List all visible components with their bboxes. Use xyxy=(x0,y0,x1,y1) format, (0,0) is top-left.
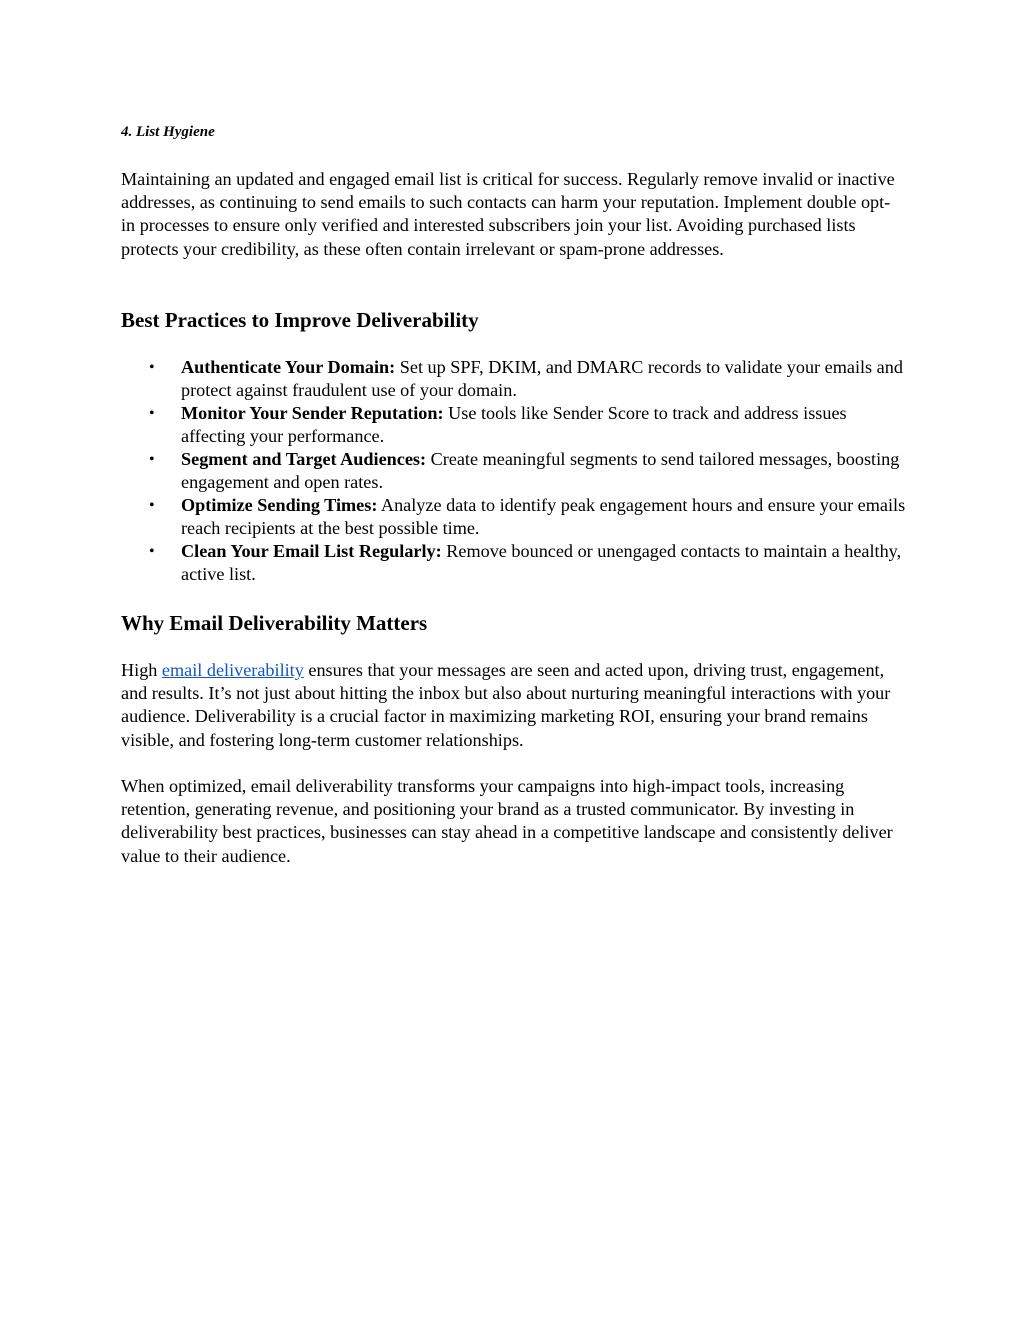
list-item xyxy=(121,356,911,402)
best-practices-list xyxy=(121,356,911,586)
list-item-title: Authenticate Your Domain: xyxy=(181,357,396,377)
list-item xyxy=(121,402,911,448)
list-item xyxy=(121,494,911,540)
section-heading-list-hygiene: 4. List Hygiene xyxy=(121,124,215,140)
best-practices-heading: Best Practices to Improve Deliverability xyxy=(121,308,479,332)
why-deliverability-heading: Why Email Deliverability Matters xyxy=(121,611,428,635)
paragraph-text-after-link: ensures that your messages are seen and acted upon, driving trust, engagement, and results. It’s not just about hitting the inbox but also about nurturing meaningful interactions with your audience. Deliverability is a crucial factor in maximizing marketing ROI, ensuring your brand remains visible, and fostering long-term customer relationships. xyxy=(121,660,891,750)
email-deliverability-link[interactable]: email deliverability xyxy=(161,660,304,680)
list-item-title: Optimize Sending Times: xyxy=(181,495,378,515)
list-hygiene-paragraph: Maintaining an updated and engaged email list is critical for success. Regularly remove invalid or inactive addresses, as continuing to send emails to such contacts can harm your reputation. Implement double opt-in processes to ensure only verified and interested subscribers join your list. Avoiding purchased lists protects your credibility, as these often contain irrelevant or spam-prone addresses. xyxy=(121,169,895,259)
bullet-icon: • xyxy=(149,405,155,422)
list-item-title: Monitor Your Sender Reputation: xyxy=(181,403,444,423)
list-item-title: Clean Your Email List Regularly: xyxy=(181,541,442,561)
list-item-text: Create meaningful segments to send tailored messages, boosting engagement and open rates. xyxy=(181,449,900,492)
paragraph-text-before-link: High xyxy=(121,660,162,680)
list-item-title: Segment and Target Audiences: xyxy=(181,449,427,469)
list-item-text: Set up SPF, DKIM, and DMARC records to validate your emails and protect against fraudulent use of your domain. xyxy=(181,357,903,400)
bullet-icon: • xyxy=(149,359,155,376)
optimized-deliverability-paragraph: When optimized, email deliverability transforms your campaigns into high-impact tools, increasing retention, generating revenue, and positioning your brand as a trusted communicator. By investing in deliverability best practices, businesses can stay ahead in a competitive landscape and consistently deliver value to their audience. xyxy=(121,776,893,866)
list-item xyxy=(121,448,911,494)
list-item-text: Use tools like Sender Score to track and address issues affecting your performance. xyxy=(181,403,847,446)
list-item-text: Remove bounced or unengaged contacts to maintain a healthy, active list. xyxy=(181,541,902,584)
bullet-icon: • xyxy=(149,497,155,514)
bullet-icon: • xyxy=(149,543,155,560)
list-item-text: Analyze data to identify peak engagement hours and ensure your emails reach recipients at the best possible time. xyxy=(181,495,906,538)
list-item xyxy=(121,540,911,586)
bullet-icon: • xyxy=(149,451,155,468)
why-deliverability-paragraph xyxy=(121,659,911,752)
